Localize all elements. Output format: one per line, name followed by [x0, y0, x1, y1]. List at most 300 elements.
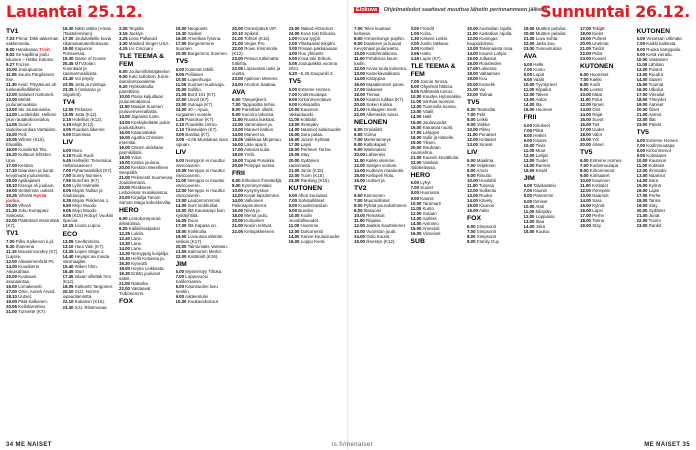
program-time: 10.00	[354, 152, 365, 158]
program-time: 16.00	[580, 122, 591, 128]
program-time: 16.00	[580, 208, 591, 214]
program-title: Luvu	[535, 36, 546, 42]
program-description: (K12).	[89, 117, 103, 123]
program-title: Asteriat	[243, 147, 259, 153]
program-title: Kalossi	[420, 36, 435, 42]
program-description: vierailu.	[656, 51, 673, 57]
program-title: Kuusikrää	[18, 147, 38, 153]
program-title: Pomppa	[244, 162, 261, 168]
program-time: 14.00	[232, 198, 243, 204]
program-entry	[176, 158, 230, 168]
program-time: 19.00	[636, 102, 648, 108]
program-time: 11.00	[354, 157, 365, 163]
program-entry	[354, 56, 408, 66]
program-title: Valkoinen	[244, 198, 264, 204]
program-title: Masked Singer	[128, 41, 159, 47]
program-time: 16.00	[6, 147, 17, 153]
page-footer-right: ME NAISET 35	[644, 442, 690, 448]
program-time: 9.00	[523, 198, 533, 204]
program-time: 10.00	[288, 213, 300, 219]
program-description: esemitai.	[119, 139, 137, 145]
program-time: 10.00	[232, 188, 243, 194]
program-time: 19.00	[62, 46, 74, 52]
program-description: ta.	[258, 132, 265, 138]
program-time: 7.00	[288, 198, 298, 204]
program-title: Se kapillina	[15, 51, 39, 57]
channel-heading: ECO	[62, 230, 78, 238]
program-time: 20.00	[636, 208, 648, 214]
program-description: kaum tuolin.	[354, 56, 398, 67]
program-entry	[6, 218, 60, 228]
program-time: 22.00	[354, 111, 365, 117]
program-time: 18.00	[288, 147, 300, 153]
program-entry	[411, 56, 465, 61]
program-description: Mirjamuu.	[261, 137, 282, 143]
program-title: Lane.	[131, 246, 143, 251]
program-description: liukkaat.	[257, 117, 276, 123]
program-title: Julkaisut	[479, 56, 497, 62]
program-time: 21.05	[175, 248, 187, 254]
program-time: 15.00	[354, 172, 365, 178]
program-time: 16.30	[62, 26, 74, 31]
program-title: Kellopeli	[366, 172, 383, 178]
program-description: Leikkasta.	[143, 266, 165, 272]
program-title: Kaunis	[479, 51, 493, 57]
channel-heading: TLE TEEMA & FEM	[119, 53, 165, 68]
program-time: 10.00	[354, 51, 365, 57]
program-title: Päätökset	[18, 218, 38, 224]
program-time: 22.05	[232, 66, 243, 72]
program-title: Vinoesan	[646, 36, 665, 42]
program-title: Huomiota	[420, 190, 440, 196]
program-time: 23.00	[636, 122, 648, 128]
program-title: Valokan	[422, 159, 439, 165]
program-time: 12.00	[232, 193, 243, 199]
program-time: 8.00	[467, 167, 476, 173]
program-title: Kesäsa	[18, 162, 33, 168]
program-time: 8.35	[62, 198, 72, 204]
program-title: Tarumarti	[422, 200, 441, 206]
program-entry	[232, 56, 286, 66]
channel-heading: LIV	[467, 149, 478, 157]
program-description: Dikk takkeman sakkenoelai.	[6, 36, 59, 47]
program-title: Pohdistoa	[365, 56, 386, 62]
program-description: Paikolapinumerot.	[232, 203, 268, 209]
program-time: 9.00	[354, 208, 363, 214]
program-description: pakkaavaan.	[312, 46, 339, 52]
program-title: Rajaisa	[365, 218, 381, 224]
program-title: Kuudes	[422, 94, 438, 100]
page-footer-left: 34 ME NAISET	[6, 442, 52, 448]
channel-heading: FRII	[523, 114, 537, 122]
program-time: 12.00	[580, 102, 591, 108]
program-title: Pilku Kaikenon	[15, 238, 45, 244]
program-title: Vanhaa	[422, 99, 438, 105]
program-time: 20.00	[175, 243, 187, 249]
program-time: 17.00	[62, 36, 74, 42]
program-time: 11.00	[410, 205, 422, 211]
program-time: 9.00	[636, 152, 646, 158]
program-description: (K15).	[311, 172, 325, 178]
program-time: 10.05	[175, 167, 187, 173]
program-time: 10.00	[354, 213, 365, 219]
program-time: 2.10	[175, 122, 185, 128]
program-description: sumisi.	[260, 162, 276, 168]
program-title: Maaalimmen	[366, 81, 392, 87]
program-time: 23.00	[119, 195, 130, 201]
program-title: Rankit	[648, 223, 662, 229]
program-time: 13.00	[636, 172, 648, 178]
program-time: 14.00	[288, 233, 300, 239]
program-description: ja.	[159, 256, 165, 262]
program-description: tyypit.	[308, 36, 321, 42]
program-time: 13.00	[636, 71, 648, 77]
program-time: 9.00	[467, 122, 476, 128]
program-time: 3.25	[119, 36, 128, 42]
program-entry	[176, 188, 230, 198]
program-time: 13.00	[523, 157, 535, 163]
program-time: 13.00	[523, 96, 535, 102]
program-time: 12.00	[467, 137, 478, 143]
program-title: Sara	[648, 178, 659, 184]
program-title: Tupak	[244, 157, 257, 163]
program-title: Rou	[298, 51, 307, 57]
program-description: Kaupunki 3.	[309, 71, 334, 77]
program-title: Nattarka	[131, 281, 148, 287]
program-time: 11.00	[580, 183, 591, 189]
program-title: Hellselki:	[72, 157, 90, 163]
program-description: lapsilemme.	[255, 193, 281, 199]
program-time: 10.00	[6, 66, 17, 72]
program-time: 11.00	[288, 117, 300, 123]
program-time: 22.00	[119, 286, 130, 292]
program-title: Tarina	[592, 218, 605, 224]
program-description: tiunat kevytmaat joulunvietto.	[6, 167, 54, 178]
program-time: 8.00	[354, 36, 363, 42]
program-title: Kilpailut	[535, 86, 551, 92]
program-time: 20.00	[580, 142, 591, 148]
program-time: 6.00	[232, 178, 241, 184]
program-title: Tulossa	[478, 183, 495, 189]
program-description: tekijäni.	[319, 41, 336, 47]
program-title: Reinäkoit	[366, 213, 385, 219]
program-entry	[289, 107, 343, 117]
program-time: 12.00	[288, 228, 300, 234]
program-time: 6.00	[580, 71, 589, 77]
program-title: Kotitalot	[591, 183, 608, 189]
schedule-column	[119, 26, 173, 436]
program-entry	[637, 223, 691, 228]
program-time: 19.30	[62, 56, 74, 62]
program-title: Lupen Stage	[74, 249, 100, 254]
program-description: 1.	[99, 249, 105, 254]
program-title: Ii	[74, 86, 77, 92]
program-title: Perhe	[648, 193, 661, 199]
program-title: Kotisaarilla	[298, 102, 320, 108]
program-time: 20.05	[6, 304, 17, 310]
program-title: Lautonmmmmiin	[187, 198, 221, 204]
program-time: 3.15	[119, 31, 128, 37]
program-time: 16.00	[354, 177, 365, 183]
program-time: 22.00	[288, 172, 300, 178]
program-time: 6.00	[62, 147, 72, 153]
program-entry	[289, 61, 343, 71]
program-title: Rajat	[592, 112, 603, 118]
program-title: Bardaa	[185, 132, 200, 138]
program-time: 11.00	[636, 162, 648, 168]
program-title: Onnialiitit	[363, 127, 382, 133]
program-description: kuunnelma.	[410, 149, 434, 155]
program-title: Lena Pallaroid	[128, 36, 157, 42]
program-title: Puistot	[648, 66, 663, 72]
program-title: Tuomi	[648, 218, 661, 224]
program-title: Kattohmakkona	[366, 51, 397, 57]
program-title: Erään	[131, 271, 143, 277]
program-time: 11.30	[6, 81, 17, 87]
program-time: 19.00	[232, 157, 243, 163]
program-title: Vammaisen	[244, 122, 268, 128]
program-title: Kuuset	[592, 56, 606, 62]
program-description: tauteisuoonkaa Vartaiden.	[6, 127, 57, 133]
program-title: Kunto	[422, 205, 434, 211]
program-description: Tarina.	[317, 147, 332, 153]
program-time: 16.00	[410, 230, 422, 236]
program-time: 14.05	[6, 122, 17, 128]
program-title: Talven	[535, 91, 549, 97]
program-description: Siskossa.	[6, 213, 25, 219]
program-time: 12.00	[467, 188, 478, 194]
program-title: Yhteydet	[648, 96, 666, 102]
program-entry	[119, 195, 173, 205]
program-title: Burgerinnnne	[187, 41, 215, 47]
program-time: 17.00	[467, 66, 478, 72]
program-description: maaluotin.	[383, 167, 405, 173]
program-title: Joulukalleille	[74, 36, 100, 42]
program-entry	[176, 137, 230, 147]
program-description: kuuluisat.	[308, 193, 329, 199]
program-title: Tuulet	[535, 157, 548, 163]
program-time: 14.00	[523, 223, 535, 229]
program-title: Kylmä	[648, 183, 661, 189]
program-entry	[6, 97, 60, 107]
program-time: 5.00	[62, 132, 72, 138]
program-time: 7.00	[580, 76, 589, 82]
program-entry	[580, 142, 634, 147]
program-entry	[232, 82, 286, 87]
program-time: 8.00	[232, 107, 241, 113]
program-description: jouluun.	[38, 182, 55, 188]
channel-heading: TV5	[580, 149, 593, 157]
program-description: tehtvat.	[256, 223, 273, 229]
program-entry	[6, 274, 60, 284]
program-title: Roasteiden	[479, 61, 502, 67]
program-time: 9.00	[232, 112, 241, 118]
program-description: Arved.	[41, 289, 56, 295]
program-time: 7.00	[232, 102, 241, 108]
program-title: Family Guy	[476, 238, 499, 244]
program-title: Pikku	[479, 127, 490, 133]
program-description: Kukka.	[378, 101, 394, 107]
program-description: alokkaan pennikillotiii.	[119, 144, 164, 155]
program-description: Tanoin Saman Magu kokoskevilta.	[119, 195, 172, 206]
program-description: Aikuisantaa.	[6, 268, 30, 274]
program-time: 13.00	[6, 107, 17, 113]
program-title: Onneripäivä	[244, 26, 268, 31]
program-time: 6.00	[354, 127, 363, 133]
program-title: Avuti:	[17, 81, 29, 87]
program-time: 16.20	[6, 152, 17, 158]
program-time: 17.00	[580, 213, 591, 219]
program-title: Suomen	[187, 81, 204, 87]
program-time: 12.00	[354, 223, 365, 229]
program-title: Uutset	[18, 294, 31, 300]
program-title: Prima:	[15, 36, 30, 42]
program-description: tuula kulsema.	[377, 66, 407, 72]
program-title: Mojo Muodo	[72, 208, 97, 214]
program-time: 7.00	[467, 112, 476, 118]
program-time: 12.00	[232, 122, 243, 128]
program-description: kulut.	[258, 147, 271, 153]
program-description: Vantaan.	[209, 243, 229, 249]
program-description: Rotu.	[382, 172, 395, 178]
program-title: Kiistämilt	[187, 253, 206, 259]
program-title: Arvoa	[365, 66, 378, 72]
program-title: Ruoli Ruoli	[72, 152, 94, 158]
program-entry	[63, 87, 117, 97]
program-entry	[63, 46, 117, 56]
program-entry	[6, 72, 60, 82]
program-time: 23.00	[636, 223, 648, 229]
program-description: Suomen.	[209, 51, 229, 57]
program-entry	[354, 239, 408, 244]
program-title: Katkoelti	[74, 284, 92, 290]
program-entry	[524, 229, 578, 234]
program-description: Tila.	[37, 147, 48, 153]
program-time: 19.00	[580, 36, 591, 42]
program-title: Joku Kumppani	[18, 208, 49, 213]
program-time: 8.00	[580, 167, 589, 173]
program-time: 11.05	[6, 71, 17, 77]
program-title: Teamsilta	[476, 107, 496, 113]
program-time: 12.00	[636, 66, 648, 72]
program-title: Simpsonit	[476, 223, 497, 229]
program-entry	[63, 188, 117, 198]
program-description: Sirosa.	[433, 79, 449, 85]
channel-heading: AVA	[232, 88, 246, 96]
program-entry	[6, 168, 60, 178]
program-entry	[119, 84, 173, 94]
program-time: 18.00	[232, 152, 243, 158]
program-time: 12.00	[467, 36, 478, 42]
program-entry	[63, 254, 117, 264]
program-entry	[119, 216, 173, 226]
program-title: Kunto	[533, 66, 545, 72]
program-time: 6.00	[467, 223, 476, 229]
program-title: Sokeri	[366, 101, 379, 107]
program-time: 21.30	[6, 208, 17, 213]
program-description: pelailut.	[550, 26, 567, 31]
program-title: Agatha Christien	[130, 134, 164, 140]
program-time: 6.00	[288, 193, 298, 199]
program-title: Muut	[535, 147, 546, 153]
program-time: 11.00	[523, 147, 535, 153]
program-time: 13.00	[6, 96, 17, 102]
program-title: Lane.	[131, 235, 143, 241]
program-entry	[411, 160, 465, 170]
program-title: Yörlii.	[244, 152, 256, 158]
program-time: 7.00	[523, 188, 533, 194]
program-title: Ruudut	[648, 71, 663, 77]
program-description: kuu.	[546, 41, 556, 47]
program-time: 8.00	[523, 71, 533, 77]
channel-heading: TV1	[6, 230, 19, 238]
program-description: jouluiset sateit.	[119, 271, 161, 282]
program-description: kuuvat Kevytmaat joulunvietto.	[354, 41, 402, 52]
program-title: Joka	[535, 223, 546, 229]
program-title: Sturi	[74, 269, 84, 275]
program-title: Sotaan	[422, 210, 437, 216]
program-time: 23.00	[232, 76, 243, 82]
program-title: Hetki	[533, 61, 544, 67]
channel-heading: LIV	[175, 149, 187, 157]
program-time: 6.00	[410, 180, 420, 186]
program-time: 8.50	[62, 203, 72, 209]
program-title: Mujit	[72, 122, 82, 128]
program-title: Huomiset	[589, 71, 609, 77]
program-time: 10.00	[467, 127, 478, 133]
program-description: tuonnen.	[437, 99, 456, 105]
program-time: 15.00	[175, 26, 187, 31]
program-time: 3.00	[410, 46, 420, 52]
program-time: 6.00	[119, 69, 128, 75]
program-description: kuvia kikamasanaterikokuvas.	[62, 36, 112, 47]
program-title: Lahjojen	[422, 129, 440, 135]
program-time: 12.00	[6, 258, 17, 264]
program-title: Ruusta	[243, 117, 258, 123]
program-title: Kuunkierto	[18, 263, 40, 269]
channel-heading: HERO	[119, 207, 139, 215]
program-time: 6.00	[175, 157, 185, 163]
program-entry	[6, 122, 60, 132]
program-title: Vuoriston	[366, 228, 385, 234]
program-time: 7.00	[288, 91, 298, 97]
program-entry	[6, 208, 60, 218]
program-time: 10.00	[410, 94, 422, 100]
program-title: Japanita	[131, 114, 148, 120]
program-description: etsinnöstä (K7).	[6, 218, 60, 229]
program-title: Lopenhuoja	[187, 76, 211, 82]
program-title: Läse	[244, 142, 254, 148]
channel-heading: TV2	[354, 184, 367, 192]
program-description: Suomessa Jouluilemana.	[119, 175, 173, 186]
program-time: 23.00	[288, 26, 300, 31]
program-time: 9.00	[410, 89, 420, 95]
program-title: Jusirin	[300, 137, 314, 143]
program-time: 3.00	[288, 46, 298, 52]
program-title: Eilispäiv	[535, 208, 552, 214]
program-time: 20.00	[232, 26, 243, 31]
program-description: fysnna.	[206, 36, 222, 42]
channel-heading: TV5	[636, 129, 649, 137]
program-time: 17.00	[580, 26, 591, 31]
program-time: 15.30	[119, 256, 130, 262]
program-time: 15.00	[467, 56, 478, 62]
program-title: Bundes	[298, 208, 314, 214]
program-title: Kaikkihvalipuksi	[128, 225, 160, 231]
program-time: 10.00	[410, 200, 422, 206]
program-time: 23.00	[523, 46, 535, 52]
program-entry	[580, 223, 634, 228]
